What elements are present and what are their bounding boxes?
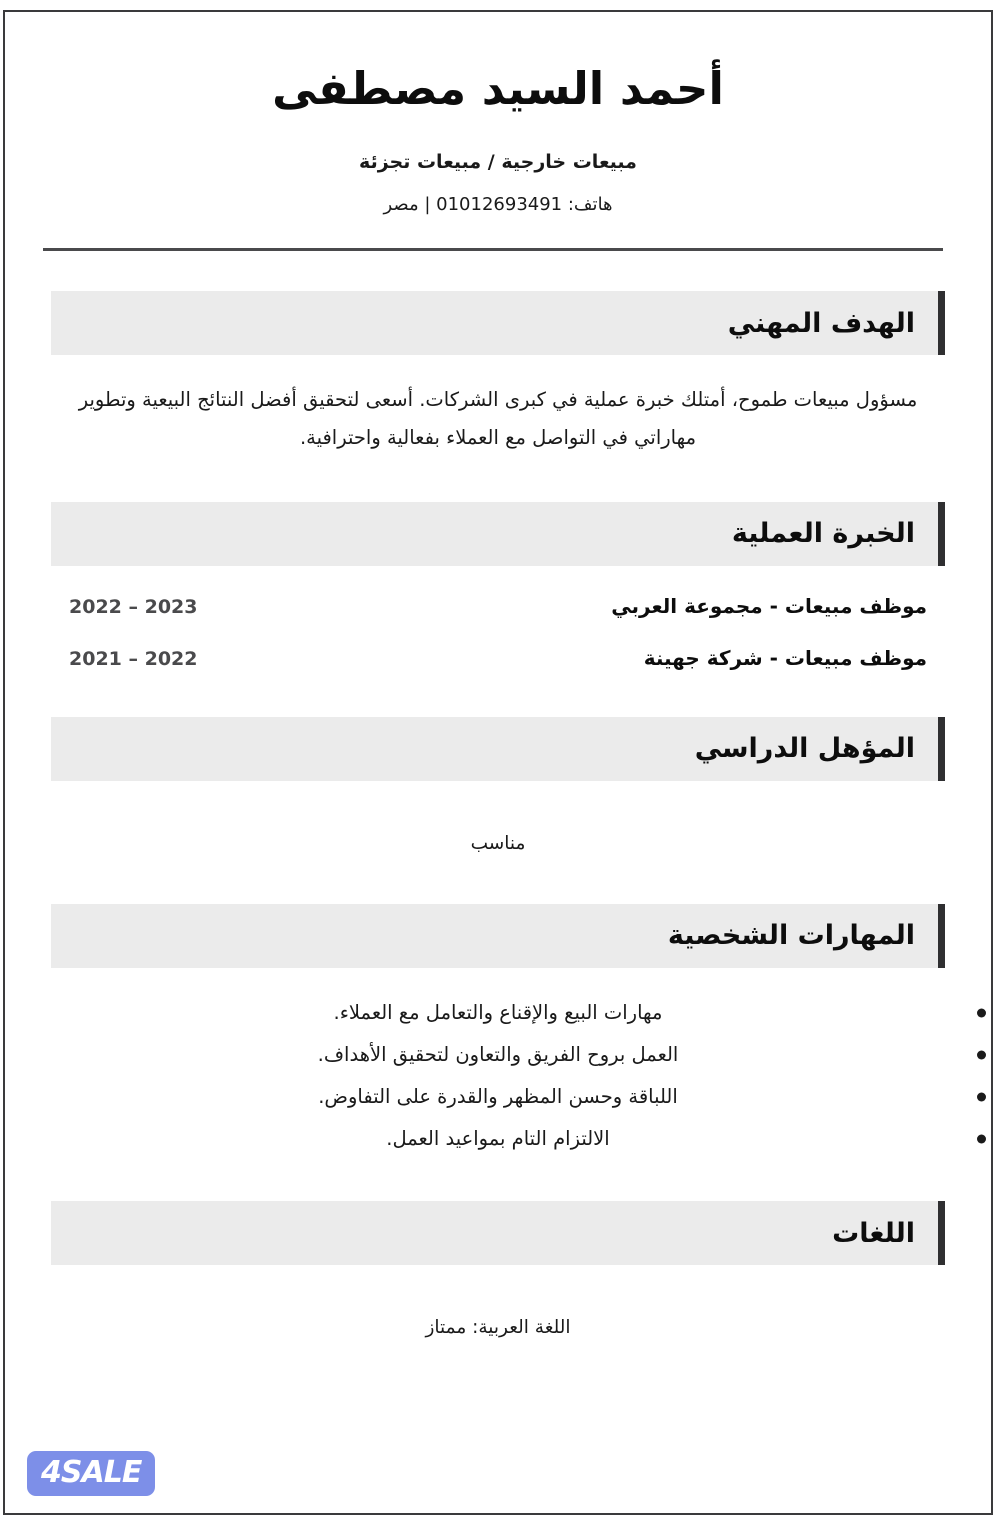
section-header-objective — [51, 291, 945, 355]
experience-dates: 2021 – 2022 — [69, 648, 198, 671]
bullet-icon — [977, 1092, 986, 1101]
skill-text: الالتزام التام بمواعيد العمل. — [386, 1127, 610, 1151]
job-role-subtitle: مبيعات خارجية / مبيعات تجزئة — [359, 151, 637, 174]
experience-row — [61, 644, 935, 673]
section-objective — [5, 291, 991, 457]
section-accent-bar — [938, 291, 945, 355]
section-body-languages — [51, 1265, 945, 1344]
page-title: أحمد السيد مصطفى — [272, 62, 724, 115]
section-title-education: المؤهل الدراسي — [694, 733, 915, 765]
section-body-experience — [51, 566, 945, 673]
experience-job-title: موظف مبيعات - شركة جهينة — [643, 646, 927, 671]
bullet-icon — [977, 1008, 986, 1017]
section-body-skills — [51, 968, 945, 1157]
section-header-languages — [51, 1201, 945, 1265]
section-body-objective — [51, 355, 945, 457]
section-accent-bar — [938, 1201, 945, 1265]
languages-text: اللغة العربية: ممتاز — [425, 1317, 571, 1339]
watermark-logo — [27, 1451, 155, 1496]
section-accent-bar — [938, 502, 945, 566]
section-education — [5, 717, 991, 860]
cv-page — [3, 10, 993, 1515]
section-title-experience: الخبرة العملية — [731, 518, 915, 549]
section-experience — [5, 502, 991, 673]
section-title-languages: اللغات — [832, 1217, 915, 1249]
list-item — [61, 994, 935, 1031]
experience-row — [61, 592, 935, 621]
education-text: مناسب — [470, 832, 526, 854]
section-body-education — [51, 781, 945, 860]
objective-text: مسؤول مبيعات طموح، أمتلك خبرة عملية في كبرى الشركات. أسعى لتحقيق أفضل النتائج البيعية وتطوير مهاراتي في التواصل مع العملاء بفعالية واحترافية. — [78, 388, 918, 450]
bullet-icon — [977, 1050, 986, 1059]
section-skills — [5, 904, 991, 1157]
section-header-skills — [51, 904, 945, 968]
experience-job-title: موظف مبيعات - مجموعة العربي — [611, 593, 927, 618]
skill-text: العمل بروح الفريق والتعاون لتحقيق الأهداف. — [317, 1043, 679, 1067]
experience-dates: 2022 – 2023 — [69, 595, 198, 618]
skill-text: مهارات البيع والإقناع والتعامل مع العملاء. — [333, 1000, 663, 1024]
watermark-label: 4SALE — [41, 1455, 142, 1490]
section-accent-bar — [938, 904, 945, 968]
section-title-objective: الهدف المهني — [727, 307, 915, 339]
header-divider — [43, 248, 943, 251]
section-title-skills: المهارات الشخصية — [667, 920, 915, 952]
section-header-experience — [51, 502, 945, 566]
section-accent-bar — [938, 717, 945, 781]
skills-list — [61, 994, 935, 1157]
list-item — [61, 1036, 935, 1073]
section-languages — [5, 1201, 991, 1344]
contact-line: هاتف: 01012693491 | مصر — [383, 194, 613, 216]
bullet-icon — [977, 1134, 986, 1143]
skill-text: اللباقة وحسن المظهر والقدرة على التفاوض. — [318, 1085, 678, 1109]
section-header-education — [51, 717, 945, 781]
list-item — [61, 1078, 935, 1115]
list-item — [61, 1120, 935, 1157]
cv-header — [5, 12, 991, 251]
